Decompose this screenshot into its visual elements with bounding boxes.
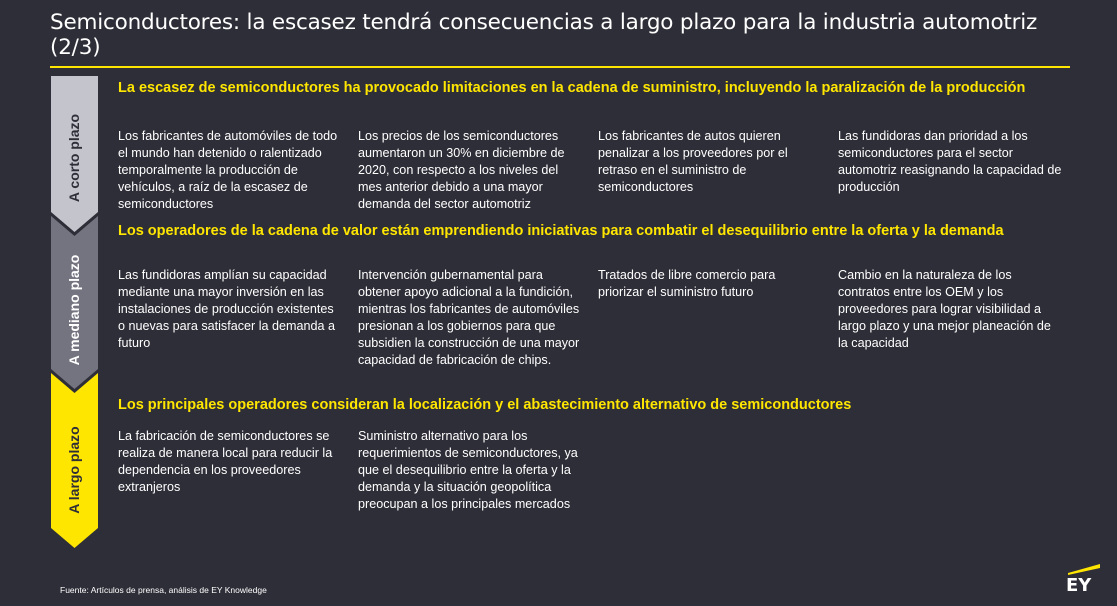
medium-term-item-1: Las fundidoras amplían su capacidad mediante una mayor inversión en las instalaciones de producción existentes o nuevas para satisfacer la demanda a futuro [118,268,336,350]
medium-term-item-4: Cambio en la naturaleza de los contratos entre los OEM y los proveedores para lograr visibilidad a largo plazo y una mejor planeación de la capacidad [838,268,1051,350]
page-title: Semiconductores: la escasez tendrá consecuencias a largo plazo para la industria automotriz (2/3) [50,10,1038,60]
stage-label-short-term: A corto plazo [66,113,82,203]
short-term-item-3: Los fabricantes de autos quieren penalizar a los proveedores por el retraso en el suministro de semiconductores [598,129,788,194]
source-footnote: Fuente: Artículos de prensa, análisis de EY Knowledge [60,585,267,595]
short-term-item-1: Los fabricantes de automóviles de todo el mundo han detenido o ralentizado temporalmente la producción de vehículos, a raíz de la escasez de semiconductores [118,129,338,211]
section-heading-medium-term: Los operadores de la cadena de valor están emprendiendo iniciativas para combatir el desequilibrio entre la oferta y la demanda [118,223,1004,239]
long-term-item-2: Suministro alternativo para los requerimientos de semiconductores, ya que el desequilibrio entre la oferta y la demanda y la situación geopolítica preocupan a los principales mercados [358,429,578,511]
ey-logo-text: EY [1066,575,1092,596]
medium-term-item-3: Tratados de libre comercio para priorizar el suministro futuro [598,268,776,299]
section-heading-short-term: La escasez de semiconductores ha provocado limitaciones en la cadena de suministro, incluyendo la paralización de la producción [118,80,1026,96]
title-divider [50,66,1070,68]
timeline-chevrons [0,0,110,606]
short-term-item-4: Las fundidoras dan prioridad a los semiconductores para el sector automotriz reasignando la capacidad de producción [838,129,1062,194]
short-term-item-2: Los precios de los semiconductores aumentaron un 30% en diciembre de 2020, con respecto a los niveles del mes anterior debido a una mayor demanda del sector automotriz [358,129,565,211]
stage-label-medium-term: A mediano plazo [66,254,82,366]
stage-label-long-term: A largo plazo [66,426,82,514]
medium-term-item-2: Intervención gubernamental para obtener apoyo adicional a la fundición, mientras los fabricantes de automóviles presionan a los gobiernos para que subsidien la construcción de una mayor capacidad de fabricación de chips. [358,268,580,367]
section-heading-long-term: Los principales operadores consideran la localización y el abastecimiento alternativo de semiconductores [118,397,852,413]
long-term-item-1: La fabricación de semiconductores se realiza de manera local para reducir la dependencia en los proveedores extranjeros [118,429,333,494]
